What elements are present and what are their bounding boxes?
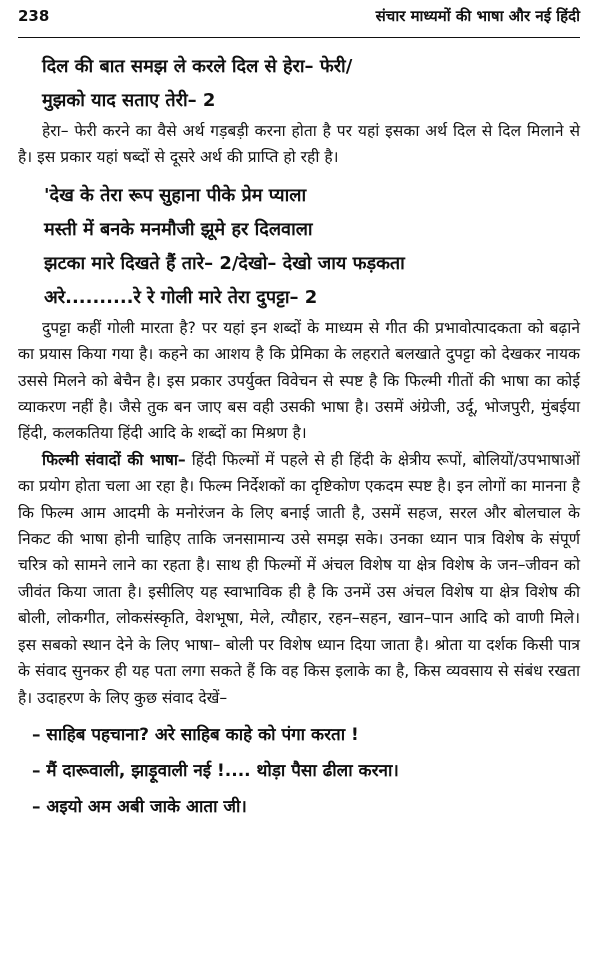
page-header — [18, 0, 580, 36]
verse-line: मुझको याद सताए तेरी– 2 — [42, 90, 216, 111]
dialogue-line: – अइयो अम अबी जाके आता जी। — [32, 796, 247, 817]
song-excerpt-2 — [18, 179, 580, 315]
header-rule — [18, 37, 580, 38]
verse-line: मस्ती में बनके मनमौजी झूमे हर दिलवाला — [44, 218, 313, 240]
dialogue-line: – मैं दारूवाली, झाड़ूवाली नई !.... थोड़ा पैसा ढीला करना। — [32, 760, 399, 781]
dialogue-line: – साहिब पहचाना? अरे साहिब काहे को पंगा करता ! — [32, 724, 359, 745]
page-number: 238 — [18, 7, 50, 25]
verse-line: दिल की बात समझ ले करले दिल से हेरा– फेरी/ — [42, 56, 353, 77]
verse-line: अरे..........रे रे गोली मारे तेरा दुपट्टा– 2 — [44, 286, 318, 308]
paragraph-2: दुपट्टा कहीं गोली मारता है? पर यहां इन शब्दों के माध्यम से गीत की प्रभावोत्पादकता को बढ़ाने का प्रयास किया गया है। कहने का आशय है कि प्रेमिका के लहराते बलखाते दुपट्टा को देखकर नायक उससे मिलने को बेचैन है। इस प्रकार उपर्युक्त विवेचन से स्पष्ट है कि फिल्मी गीतों की भाषा का कोई व्याकरण नहीं है। जैसे तुक बन जाए बस वही उसकी भाषा है। उसमें अंग्रेजी, उर्दू, भोजपुरी, मुंबईया हिंदी, कलकतिया हिंदी आदि के शब्दों का मिश्रण है। — [18, 318, 580, 443]
running-head: संचार माध्यमों की भाषा और नई हिंदी — [375, 7, 580, 25]
paragraph-3-text: हिंदी फिल्मों में पहले से ही हिंदी के क्षेत्रीय रूपों, बोलियों/उपभाषाओं का प्रयोग होता चला आ रहा है। फिल्म निर्देशकों का दृष्टिकोण एकदम स्पष्ट है। इन लोगों का मानना है कि फिल्म आम आदमी के मनोरंजन के लिए बनाई जाती है, उसमें सहज, सरल और बोलचाल के निकट की भाषा होनी चाहिए ताकि जनसामान्य उसे समझ सके। उनका ध्यान पात्र विशेष के संपूर्ण चरित्र को सामने लाने का रहता है। साथ ही फिल्मों में अंचल विशेष या क्षेत्र विशेष के जन–जीवन को जीवंत किया जाता है। इसीलिए यह स्वाभाविक ही है कि उनमें उस अंचल विशेष या क्षेत्र विशेष की बोली, लोकगीत, लोकसंस्कृति, वेशभूषा, मेले, त्यौहार, रहन–सहन, खान–पान आदि को वाणी मिले। इस सबको स्थान देने के लिए भाषा– बोली पर विशेष ध्यान दिया जाता है। श्रोता या दर्शक किसी पात्र के संवाद सुनकर ही यह पता लगा सकते हैं कि वह किस इलाके का है, किस व्यवसाय से संबंध रखता है। उदाहरण के लिए कुछ संवाद देखें– — [18, 450, 580, 707]
verse-line: 'देख के तेरा रूप सुहाना पीके प्रेम प्याला — [44, 184, 307, 206]
section-heading: फिल्मी संवादों की भाषा– — [42, 450, 186, 469]
dialogue-examples — [18, 717, 580, 825]
verse-line: झटका मारे दिखते हैं तारे– 2/देखो– देखो जाय फड़कता — [44, 252, 405, 274]
song-excerpt-1 — [18, 50, 580, 118]
paragraph-3 — [18, 447, 580, 711]
paragraph-1: हेरा– फेरी करने का वैसे अर्थ गड़बड़ी करना होता है पर यहां इसका अर्थ दिल से दिल मिलाने से है। इस प्रकार यहां षब्दों से दूसरे अर्थ की प्राप्ति हो रही है। — [18, 122, 580, 167]
